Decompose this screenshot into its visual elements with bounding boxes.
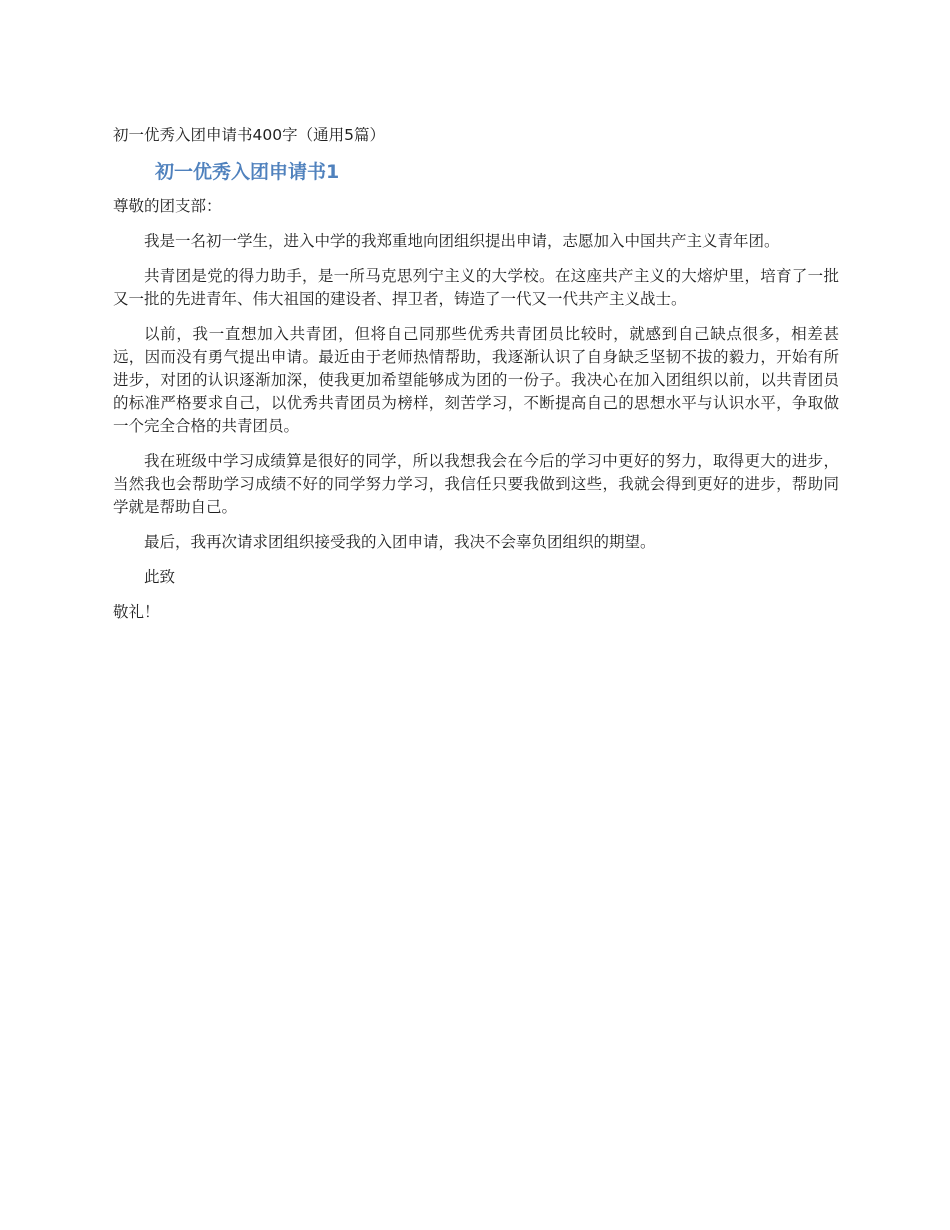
closing-line-1: 此致: [144, 568, 176, 586]
document-title: 初一优秀入团申请书400字（通用5篇）: [113, 126, 385, 144]
document-body: [113, 124, 839, 636]
paragraph-2: 共青团是党的得力助手，是一所马克思列宁主义的大学校。在这座共产主义的大熔炉里，培育了一批又一批的先进青年、伟大祖国的建设者、捍卫者，铸造了一代又一代共产主义战士。: [113, 267, 839, 308]
section-heading: 初一优秀入团申请书1: [155, 161, 340, 183]
paragraph-3: 以前，我一直想加入共青团，但将自己同那些优秀共青团员比较时，就感到自己缺点很多，相差甚远，因而没有勇气提出申请。最近由于老师热情帮助，我逐渐认识了自身缺乏坚韧不拔的毅力，开始有所进步，对团的认识逐渐加深，使我更加希望能够成为团的一份子。我决心在加入团组织以前，以共青团员的标准严格要求自己，以优秀共青团员为榜样，刻苦学习，不断提高自己的思想水平与认识水平，争取做一个完全合格的共青团员。: [113, 325, 839, 435]
paragraph-4: 我在班级中学习成绩算是很好的同学，所以我想我会在今后的学习中更好的努力，取得更大的进步，当然我也会帮助学习成绩不好的同学努力学习，我信任只要我做到这些，我就会得到更好的进步，帮助同学就是帮助自己。: [113, 452, 839, 516]
paragraph-5: 最后，我再次请求团组织接受我的入团申请，我决不会辜负团组织的期望。: [144, 533, 656, 551]
paragraph-1: 我是一名初一学生，进入中学的我郑重地向团组织提出申请，志愿加入中国共产主义青年团。: [144, 232, 780, 250]
closing-line-2: 敬礼！: [113, 603, 160, 621]
salutation: 尊敬的团支部：: [113, 197, 222, 215]
